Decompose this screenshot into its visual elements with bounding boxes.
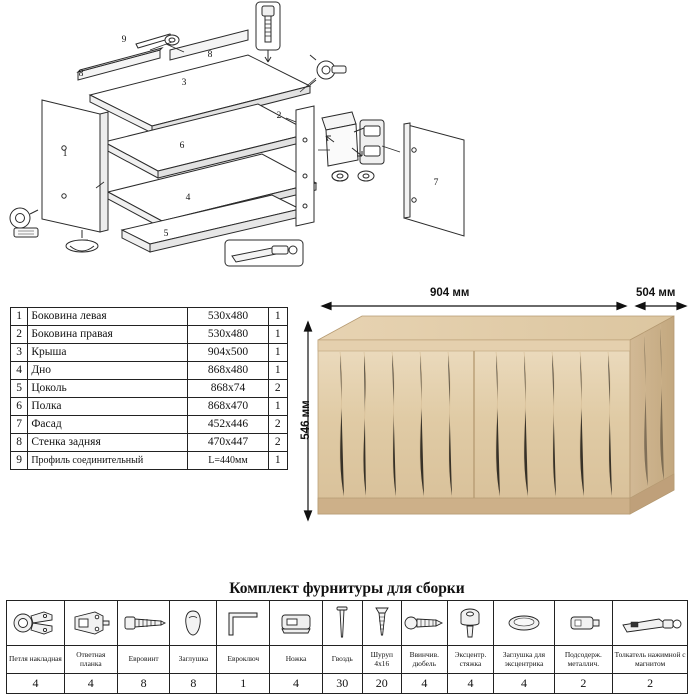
row-qty: 1	[268, 362, 287, 380]
exploded-diagram-svg	[0, 0, 694, 290]
label-part-4: 4	[185, 193, 191, 203]
label-part-8a: 8	[78, 69, 84, 79]
hardware-kit-title: Комплект фурнитуры для сборки	[229, 580, 465, 597]
row-qty: 1	[268, 308, 287, 326]
kit-cell-leg	[270, 601, 323, 646]
kit-count: 30	[322, 674, 362, 694]
kit-cell-eccentric-tie	[447, 601, 494, 646]
kit-label: Толкатель нажимной с магнитом	[613, 646, 688, 674]
row-name: Боковина правая	[28, 326, 188, 344]
eccentric-cap-icon	[502, 608, 546, 638]
kit-label: Ввинчив. дюбель	[402, 646, 447, 674]
kit-label: Эксцентр. стяжка	[447, 646, 494, 674]
row-name: Полка	[28, 398, 188, 416]
row-size: 530х480	[188, 308, 268, 326]
cap-cover-icon	[176, 606, 210, 640]
parts-list-table	[10, 307, 288, 470]
row-qty: 1	[268, 344, 287, 362]
kit-label: Ножка	[270, 646, 323, 674]
row-number: 4	[11, 362, 28, 380]
overlay-hinge-icon	[11, 603, 59, 643]
label-part-6: 6	[179, 141, 185, 151]
kit-count: 4	[270, 674, 323, 694]
row-size: 530х480	[188, 326, 268, 344]
kit-count: 20	[362, 674, 402, 694]
table-row	[11, 434, 288, 452]
kit-cell-magnet-holder	[554, 601, 613, 646]
row-number: 7	[11, 416, 28, 434]
exploded-assembly-diagram	[0, 0, 694, 290]
row-number: 5	[11, 380, 28, 398]
label-part-3: 3	[181, 78, 187, 88]
table-row	[11, 362, 288, 380]
row-number: 3	[11, 344, 28, 362]
table-row	[11, 416, 288, 434]
part-back-panel-left	[78, 48, 162, 80]
table-row	[11, 452, 288, 470]
kit-count: 8	[117, 674, 170, 694]
row-name: Крыша	[28, 344, 188, 362]
kit-count: 2	[613, 674, 688, 694]
magnet-holder-icon	[561, 608, 605, 638]
finished-cabinet-illustration	[300, 287, 690, 542]
cabinet-top-edge	[318, 340, 630, 351]
kit-label: Шуруп 4х16	[362, 646, 402, 674]
euro-key-icon	[221, 605, 265, 641]
kit-label: Заглушка для эксцентрика	[494, 646, 554, 674]
euro-screw-icon	[121, 606, 167, 640]
kit-cell-screw-in-dowel	[402, 601, 447, 646]
label-part-8b: 8	[207, 50, 213, 60]
kit-cell-nail	[322, 601, 362, 646]
row-size: L=440мм	[188, 452, 268, 470]
kit-label: Петля накладная	[7, 646, 65, 674]
kit-cell-overlay-hinge	[7, 601, 65, 646]
cabinet-svg	[300, 292, 690, 542]
cabinet-height-label: 546 мм	[300, 400, 312, 440]
row-name: Профиль соединительный	[28, 452, 188, 470]
kit-count: 4	[494, 674, 554, 694]
cabinet-plinth	[318, 498, 630, 514]
eccentric-tie-detail	[310, 55, 346, 85]
kit-cell-cap	[170, 601, 217, 646]
row-qty: 2	[268, 416, 287, 434]
row-number: 2	[11, 326, 28, 344]
cabinet-top-surface	[318, 316, 674, 340]
table-row	[11, 398, 288, 416]
eccentric-detail-left	[10, 208, 38, 237]
kit-cell-screw-4x16	[362, 601, 402, 646]
row-name: Фасад	[28, 416, 188, 434]
part-side-left	[42, 100, 108, 232]
hinge-detail-group	[322, 112, 384, 181]
row-name: Стенка задняя	[28, 434, 188, 452]
nail-icon	[334, 603, 350, 643]
kit-label-row	[7, 646, 688, 674]
magnet-pusher-icon	[617, 608, 683, 638]
screw-in-dowel-icon	[402, 606, 446, 640]
row-qty: 2	[268, 434, 287, 452]
cabinet-depth-label: 504 мм	[636, 287, 676, 299]
row-size: 868х480	[188, 362, 268, 380]
label-part-7: 7	[433, 178, 439, 188]
table-row	[11, 380, 288, 398]
row-qty: 1	[268, 452, 287, 470]
kit-count: 4	[447, 674, 494, 694]
row-qty: 1	[268, 326, 287, 344]
kit-count: 1	[217, 674, 270, 694]
kit-label: Подсодерж. металлич.	[554, 646, 613, 674]
kit-cell-magnet-pusher	[613, 601, 688, 646]
row-number: 1	[11, 308, 28, 326]
dimension-width	[322, 303, 626, 310]
row-size: 868х470	[188, 398, 268, 416]
kit-count: 4	[64, 674, 117, 694]
kit-label: Евровинт	[117, 646, 170, 674]
part-side-right	[296, 106, 314, 226]
screw-4x16-icon	[373, 603, 391, 643]
kit-count-row	[7, 674, 688, 694]
kit-cell-eccentric-cap	[494, 601, 554, 646]
hinge-plate-icon	[69, 603, 113, 643]
row-number: 8	[11, 434, 28, 452]
kit-label: Ответная планка	[64, 646, 117, 674]
part-connecting-profile	[136, 34, 179, 48]
kit-icon-row	[7, 601, 688, 646]
hardware-kit-table	[6, 600, 688, 694]
kit-cell-euro-screw	[117, 601, 170, 646]
kit-label: Заглушка	[170, 646, 217, 674]
table-row	[11, 308, 288, 326]
dimension-depth	[636, 303, 686, 310]
magnet-pusher-detail	[225, 240, 303, 266]
cabinet-width-label: 904 мм	[430, 287, 470, 299]
kit-cell-hinge-plate	[64, 601, 117, 646]
kit-count: 4	[7, 674, 65, 694]
table-row	[11, 344, 288, 362]
row-name: Цоколь	[28, 380, 188, 398]
table-row	[11, 326, 288, 344]
furniture-leg-detail	[66, 230, 98, 252]
kit-label: Евроключ	[217, 646, 270, 674]
row-number: 9	[11, 452, 28, 470]
row-number: 6	[11, 398, 28, 416]
label-part-1: 1	[62, 149, 68, 159]
row-size: 470х447	[188, 434, 268, 452]
eccentric-tie-icon	[452, 603, 488, 643]
kit-count: 8	[170, 674, 217, 694]
kit-label: Гвоздь	[322, 646, 362, 674]
label-part-5: 5	[163, 229, 169, 239]
furniture-leg-icon	[274, 606, 318, 640]
label-part-2: 2	[276, 111, 282, 121]
row-qty: 2	[268, 380, 287, 398]
row-name: Боковина левая	[28, 308, 188, 326]
kit-count: 2	[554, 674, 613, 694]
row-name: Дно	[28, 362, 188, 380]
label-part-9: 9	[121, 35, 127, 45]
row-size: 904х500	[188, 344, 268, 362]
row-qty: 1	[268, 398, 287, 416]
row-size: 452х446	[188, 416, 268, 434]
kit-count: 4	[402, 674, 447, 694]
row-size: 868х74	[188, 380, 268, 398]
kit-cell-euro-key	[217, 601, 270, 646]
